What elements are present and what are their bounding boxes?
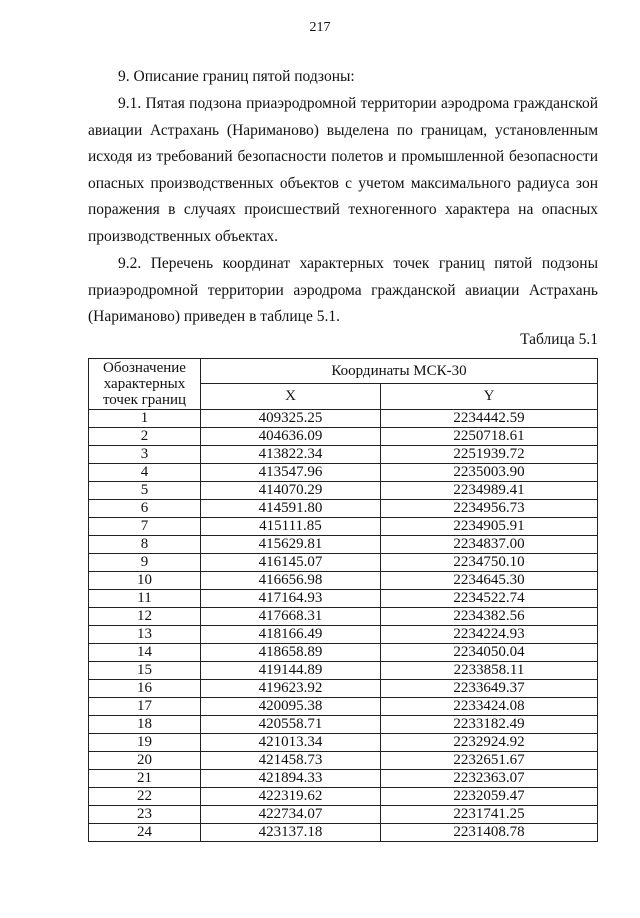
cell-y: 2234956.73 (381, 500, 598, 518)
cell-y: 2232363.07 (381, 770, 598, 788)
table-row (89, 806, 598, 824)
cell-y: 2234989.41 (381, 482, 598, 500)
cell-point: 15 (89, 662, 201, 680)
cell-x: 416145.07 (201, 554, 381, 572)
cell-point: 7 (89, 518, 201, 536)
cell-x: 409325.25 (201, 410, 381, 428)
section-heading: 9. Описание границ пятой подзоны: (118, 68, 355, 85)
table-row (89, 662, 598, 680)
header-coords: Координаты МСК-30 (201, 359, 598, 384)
cell-x: 420558.71 (201, 716, 381, 734)
cell-point: 6 (89, 500, 201, 518)
cell-y: 2234645.30 (381, 572, 598, 590)
table-row (89, 536, 598, 554)
cell-y: 2234442.59 (381, 410, 598, 428)
cell-x: 413822.34 (201, 446, 381, 464)
cell-y: 2234750.10 (381, 554, 598, 572)
cell-point: 4 (89, 464, 201, 482)
cell-y: 2233424.08 (381, 698, 598, 716)
cell-x: 421013.34 (201, 734, 381, 752)
table-row (89, 608, 598, 626)
cell-x: 423137.18 (201, 824, 381, 842)
table-caption: Таблица 5.1 (520, 331, 598, 348)
cell-x: 422734.07 (201, 806, 381, 824)
cell-y: 2234522.74 (381, 590, 598, 608)
table-row (89, 716, 598, 734)
cell-x: 404636.09 (201, 428, 381, 446)
cell-point: 21 (89, 770, 201, 788)
cell-y: 2232059.47 (381, 788, 598, 806)
cell-y: 2233858.11 (381, 662, 598, 680)
cell-y: 2233649.37 (381, 680, 598, 698)
table-row (89, 518, 598, 536)
cell-point: 5 (89, 482, 201, 500)
cell-point: 17 (89, 698, 201, 716)
table-row (89, 734, 598, 752)
table-row (89, 446, 598, 464)
table-row (89, 572, 598, 590)
cell-x: 422319.62 (201, 788, 381, 806)
cell-point: 20 (89, 752, 201, 770)
table-row (89, 770, 598, 788)
table-row (89, 680, 598, 698)
cell-y: 2234382.56 (381, 608, 598, 626)
coordinates-table (88, 358, 598, 842)
cell-y: 2234224.93 (381, 626, 598, 644)
cell-y: 2231408.78 (381, 824, 598, 842)
table-row (89, 500, 598, 518)
cell-x: 414591.80 (201, 500, 381, 518)
cell-x: 415629.81 (201, 536, 381, 554)
table-row (89, 626, 598, 644)
cell-y: 2232651.67 (381, 752, 598, 770)
cell-point: 9 (89, 554, 201, 572)
cell-y: 2233182.49 (381, 716, 598, 734)
cell-x: 421894.33 (201, 770, 381, 788)
cell-x: 421458.73 (201, 752, 381, 770)
cell-point: 23 (89, 806, 201, 824)
cell-y: 2232924.92 (381, 734, 598, 752)
table-row (89, 410, 598, 428)
cell-point: 12 (89, 608, 201, 626)
header-x: X (201, 384, 381, 410)
cell-point: 16 (89, 680, 201, 698)
table-row (89, 788, 598, 806)
table-row (89, 824, 598, 842)
table-row (89, 752, 598, 770)
header-point: Обозначение характерных точек границ (89, 359, 201, 410)
cell-point: 13 (89, 626, 201, 644)
cell-x: 414070.29 (201, 482, 381, 500)
cell-y: 2234837.00 (381, 536, 598, 554)
cell-y: 2251939.72 (381, 446, 598, 464)
cell-point: 19 (89, 734, 201, 752)
cell-point: 18 (89, 716, 201, 734)
cell-x: 418658.89 (201, 644, 381, 662)
cell-point: 14 (89, 644, 201, 662)
page-number: 217 (309, 20, 331, 35)
cell-point: 22 (89, 788, 201, 806)
cell-y: 2234050.04 (381, 644, 598, 662)
cell-x: 417164.93 (201, 590, 381, 608)
cell-point: 11 (89, 590, 201, 608)
header-y: Y (381, 384, 598, 410)
table-row (89, 698, 598, 716)
table-row (89, 464, 598, 482)
paragraph-9-2: 9.2. Перечень координат характерных точек границ пятой подзоны приаэродромной территории аэродрома гражданской авиации Астрахань (Нариманово) приведен в таблице 5.1. (88, 255, 598, 326)
table-row (89, 428, 598, 446)
paragraph-9-1: 9.1. Пятая подзона приаэродромной территории аэродрома гражданской авиации Астрахань (Нариманово) выделена по границам, установленным исходя из требований безопасности полетов и промышленной безопасности опасных производственных объектов с учетом максимального радиуса зон поражения в случаях происшествий техногенного характера на опасных производственных объектах. (88, 95, 598, 245)
cell-y: 2235003.90 (381, 464, 598, 482)
cell-y: 2231741.25 (381, 806, 598, 824)
cell-point: 8 (89, 536, 201, 554)
table-row (89, 482, 598, 500)
cell-point: 3 (89, 446, 201, 464)
cell-x: 413547.96 (201, 464, 381, 482)
cell-x: 418166.49 (201, 626, 381, 644)
cell-x: 415111.85 (201, 518, 381, 536)
cell-x: 417668.31 (201, 608, 381, 626)
cell-x: 416656.98 (201, 572, 381, 590)
table-row (89, 644, 598, 662)
table-row (89, 554, 598, 572)
table-row (89, 590, 598, 608)
cell-x: 420095.38 (201, 698, 381, 716)
cell-x: 419623.92 (201, 680, 381, 698)
cell-y: 2234905.91 (381, 518, 598, 536)
cell-x: 419144.89 (201, 662, 381, 680)
cell-point: 1 (89, 410, 201, 428)
cell-point: 24 (89, 824, 201, 842)
cell-y: 2250718.61 (381, 428, 598, 446)
cell-point: 10 (89, 572, 201, 590)
cell-point: 2 (89, 428, 201, 446)
